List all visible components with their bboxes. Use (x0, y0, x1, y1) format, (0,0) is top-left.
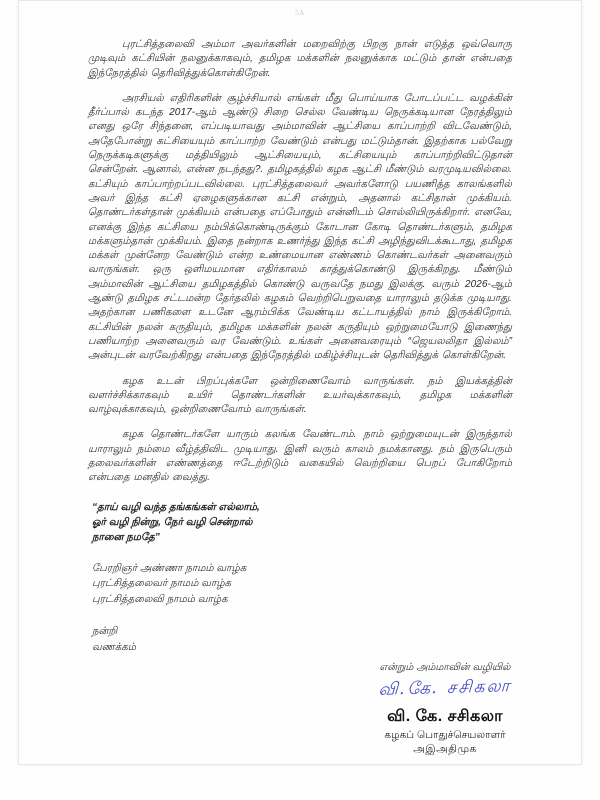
slogan-line: புரட்சித்தலைவி நாமம் வாழ்க (92, 593, 228, 605)
signatory-name: வி. கே. சசிகலா (387, 708, 503, 725)
letter-body (88, 38, 512, 655)
letter-paragraph: புரட்சித்தலைவி அம்மா அவர்களின் மறைவிற்கு பிறகு நான் எடுத்த ஒவ்வொரு முடிவும் கட்சியின் நலனுக்காகவும், தமிழக மக்களின் நலனுக்காக மட்டும் தான் என்பதை இந்நேரத்தில் தெரிவித்துக்கொள்கிறேன். (88, 39, 512, 79)
signatory-designation: கழகப் பொதுச்செயலாளர் (384, 729, 506, 741)
closing-line: வணக்கம் (92, 641, 136, 653)
closing-line: நன்றி (92, 626, 118, 638)
slogan-block (92, 561, 512, 608)
letter-paragraph: அரசியல் எதிரிகளின் சூழ்ச்சியால் எங்கள் மீது பொய்யாக போடப்பட்ட வழக்கின் தீர்ப்பால் கடந்த 2017-ஆம் ஆண்டு சிறை செல்ல வேண்டிய நெருக்கடியான நேரத்திலும் எனது ஒரே சிந்தனை, எப்படியாவது அம்மாவின் ஆட்சியை காப்பாற்றி விடவேண்டும், அதேபோன்று கட்சியையும் காப்பாற்ற வேண்டும் என்பது மட்டும்தான். இதற்காக பல்வேறு நெருக்கடிகளுக்கு மத்தியிலும் ஆட்சியையும், கட்சியையும் காப்பாற்றிவிட்டுதான் சென்றேன். ஆனால், என்ன நடந்தது?. தமிழகத்தில் கழக ஆட்சி மீண்டும் வரமுடியவில்லை. கட்சியும் காப்பாற்றப்படவில்லை. புரட்சித்தலைவர் அவர்களோடு பயணித்த காலங்களில் அவர் இந்த கட்சி ஏழைகளுக்கான கட்சி என்றும், அதனால் கட்சிதான் முக்கியம். தொண்டர்கள்தான் முக்கியம் என்பதை எப்போதும் என்னிடம் சொல்லியிருக்கிறார். எனவே, எனக்கு இந்த கட்சியை நம்பிக்கொண்டிருக்கும் கோடான கோடி தொண்டர்களும், தமிழக மக்களும்தான் முக்கியம். இதை நன்றாக உணர்ந்து இந்த கட்சி அழிந்துவிடக்கூடாது, தமிழக மக்கள் முன்னேற வேண்டும் என்ற உண்மையான எண்ணம் கொண்டவர்கள் அனைவரும் வாருங்கள். ஒரு ஒளிமயமான எதிர்காலம் காத்துக்கொண்டு இருக்கிறது. மீண்டும் அம்மாவின் ஆட்சியை தமிழகத்தில் கொண்டு வருவதே நமது இலக்கு. வரும் 2026-ஆம் ஆண்டு தமிழக சட்டமன்ற தேர்தலில் கழகம் வெற்றிபெறுவதை யாராலும் தடுக்க முடியாது. அதற்கான பணிகளை உடனே ஆரம்பிக்க வேண்டிய கட்டாயத்தில் நாம் இருக்கிறோம். கட்சியின் நலன் கருதியும், தமிழக மக்களின் நலன் கருதியும் ஒற்றுமையோடு இணைந்து பணியாற்ற அனைவரும் வர வேண்டும். உங்கள் அனைவரையும் “ஜெயலலிதா இல்லம்” அன்புடன் வரவேற்கிறது என்பதை இந்நேரத்தில் மகிழ்ச்சியுடன் தெரிவித்துக் கொள்கிறேன். (88, 92, 512, 362)
handwritten-signature: வி.கே. சசிகலா (377, 676, 513, 700)
quote-line: “தாய் வழி வந்த தங்கங்கள் எல்லாம், (92, 501, 260, 513)
slogan-line: புரட்சித்தலைவர் நாமம் வாழ்க (92, 578, 232, 590)
quote-line: ஓர் வழி நின்று, நேர் வழி சென்றால் (92, 516, 253, 528)
letter-paragraph: கழக தொண்டர்களே யாரும் கலங்க வேண்டாம். நாம் ஒற்றுமையுடன் இருந்தால் யாராலும் நம்மை வீழ்த்திவிட முடியாது. இனி வரும் காலம் நமக்கானது. நம் இருபெரும் தலைவர்களின் எண்ணத்தை ஈடேற்றிடும் வகையில் வெற்றியை பெறப் போகிறோம் என்பதை மனதில் வைத்து. (88, 429, 512, 484)
party-name: அஇஅதிமுக (413, 743, 477, 755)
quote-line: நானை நமதே” (92, 531, 160, 543)
quoted-verse (88, 500, 512, 545)
slogan-line: பேரறிஞர் அண்ணா நாமம் வாழ்க (92, 562, 247, 574)
closing-block (92, 624, 512, 655)
page-number-mark: 5A (295, 9, 305, 17)
letter-paragraph: கழக உடன் பிறப்புக்களே ஒன்றிணைவோம் வாருங்கள். நம் இயக்கத்தின் வளர்ச்சிக்காகவும் உயிர் தொண்டர்களின் உயர்வுக்காகவும், தமிழக மக்களின் வாழ்வுக்காகவும், ஒன்றிணைவோம் வாருங்கள். (88, 375, 512, 416)
sign-off-line: என்றும் அம்மாவின் வழியில் (379, 662, 511, 673)
signature-block (330, 662, 560, 756)
